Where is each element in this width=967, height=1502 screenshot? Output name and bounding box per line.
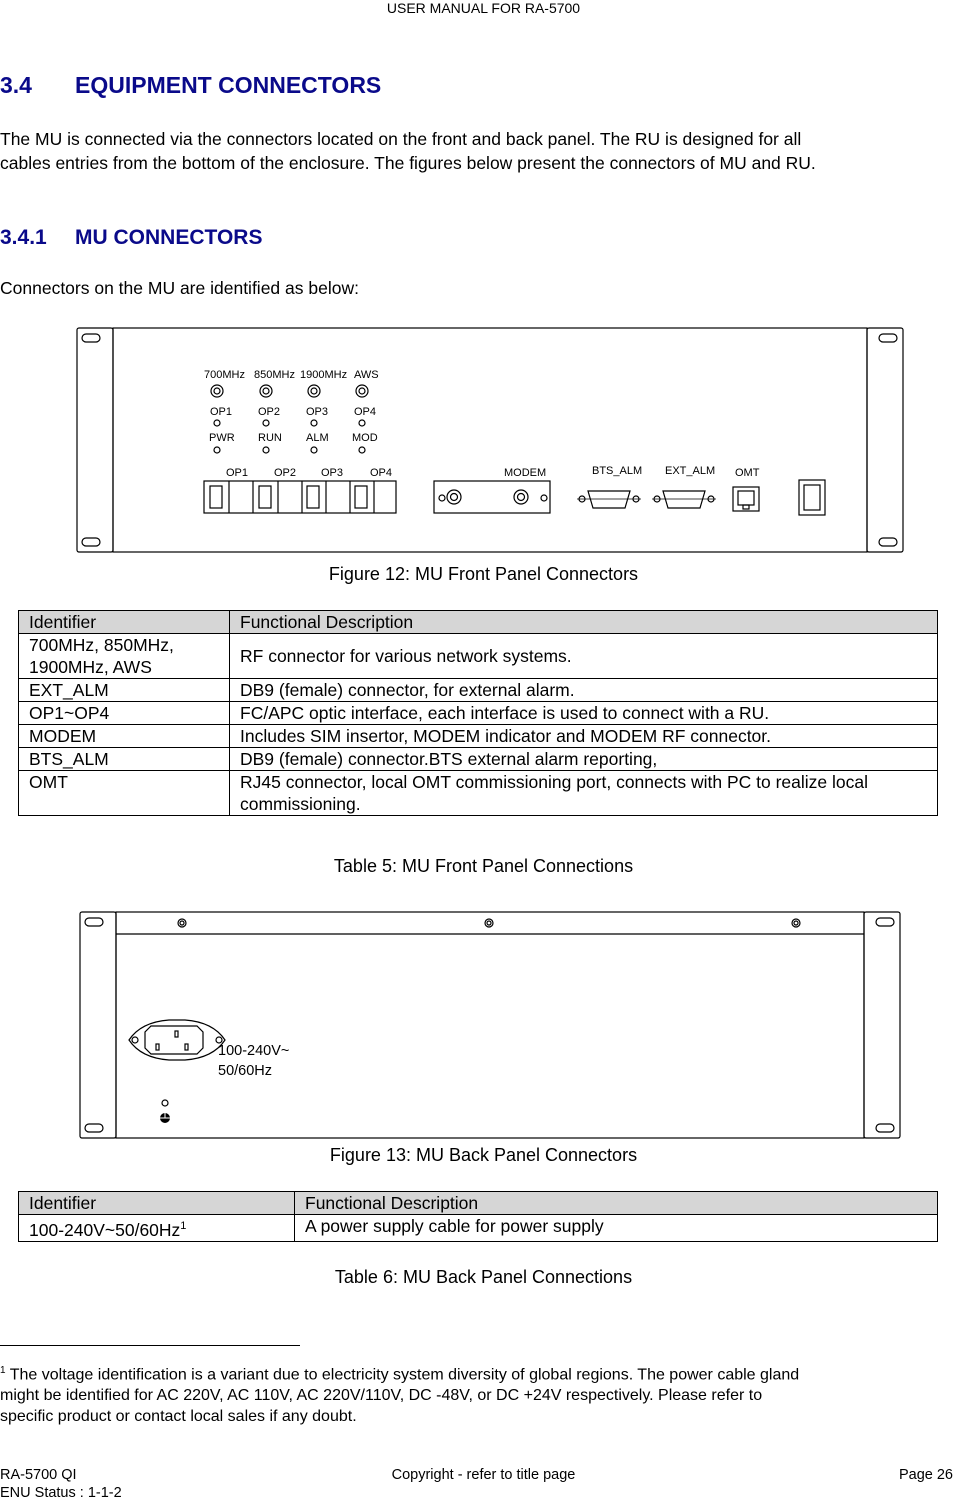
footnote-mark: 1 (0, 1365, 6, 1376)
table-row (19, 702, 938, 725)
right-rack-ear (864, 912, 900, 1138)
voltage-label: 100-240V~ (218, 1043, 290, 1059)
front-panel-diagram (76, 326, 906, 556)
led-label-op2: OP2 (258, 406, 281, 418)
table-row (19, 725, 938, 748)
port-label-op2: OP2 (274, 467, 297, 479)
left-rack-ear (80, 912, 116, 1138)
led-label-op3: OP3 (306, 406, 329, 418)
table-5 (18, 610, 938, 816)
port-label-op3: OP3 (321, 467, 344, 479)
sub-intro: Connectors on the MU are identified as below: (0, 278, 359, 298)
table-header-identifier: Identifier (19, 611, 230, 634)
table-header-row (19, 1192, 938, 1215)
footnote-line-1: $^1$ The voltage identification is a variant due to electricity system diversity of global regions. The power cable gland (0, 1365, 800, 1384)
footer-status: ENU Status : 1-1-2 (0, 1485, 122, 1501)
rf-connectors (211, 385, 368, 397)
table-cell-description: RJ45 connector, local OMT commissioning port, connects with PC to realize local commissioning. (230, 771, 938, 816)
table-cell-description: FC/APC optic interface, each interface is used to connect with a RU. (230, 702, 938, 725)
figure-13-caption: Figure 13: MU Back Panel Connectors (329, 1145, 638, 1165)
table-row (19, 634, 938, 679)
footnote-line-3: specific product or contact local sales if any doubt. (0, 1408, 357, 1426)
table-cell-identifier: EXT_ALM (19, 679, 230, 702)
footer-doc-id: RA-5700 QI (0, 1467, 77, 1483)
led-label-op1: OP1 (210, 406, 233, 418)
rf-label-1900: 1900MHz (300, 369, 348, 381)
table-cell-description: Includes SIM insertor, MODEM indicator and MODEM RF connector. (230, 725, 938, 748)
led-label-mod: MOD (352, 432, 378, 444)
omt-label: OMT (735, 467, 760, 479)
rf-label-700: 700MHz (204, 369, 245, 381)
led-label-run: RUN (258, 432, 282, 444)
table-cell-identifier: BTS_ALM (19, 748, 230, 771)
table-row (19, 771, 938, 816)
table-cell-description: DB9 (female) connector, for external alarm. (230, 679, 938, 702)
page-header: USER MANUAL FOR RA-5700 (386, 0, 581, 16)
right-rack-ear (867, 328, 903, 552)
table-header-identifier: Identifier (19, 1192, 295, 1215)
table-cell-identifier (19, 1215, 295, 1242)
section-number: 3.4 (0, 72, 32, 98)
port-label-op4: OP4 (370, 467, 393, 479)
footnote-reference: 1 (180, 1220, 187, 1232)
omt-connector (733, 487, 759, 511)
section-title: EQUIPMENT CONNECTORS (75, 72, 382, 98)
back-panel-body (116, 912, 864, 1138)
table-cell-identifier: 700MHz, 850MHz, 1900MHz, AWS (19, 634, 230, 679)
led-label-alm: ALM (306, 432, 329, 444)
table-header-description: Functional Description (295, 1192, 938, 1215)
footer-copyright: Copyright - refer to title page (391, 1467, 576, 1483)
bts-alm-label: BTS_ALM (592, 465, 643, 477)
led-label-pwr: PWR (209, 432, 235, 444)
footer-page-number: Page 26 (898, 1467, 953, 1483)
ext-alm-connector (652, 491, 716, 508)
table-cell-identifier: MODEM (19, 725, 230, 748)
table-header-description: Functional Description (230, 611, 938, 634)
intro-line-1: The MU is connected via the connectors located on the front and back panel. The RU is designed for all (0, 129, 802, 149)
table-row (19, 679, 938, 702)
footnote-line-2: might be identified for AC 220V, AC 110V, AC 220V/110V, DC -48V, or DC +24V respectively. Please refer to (0, 1387, 763, 1405)
table-cell-identifier: OP1~OP4 (19, 702, 230, 725)
back-panel-diagram (79, 910, 901, 1142)
footnote-divider (0, 1345, 300, 1346)
subsection-number: 3.4.1 (0, 226, 47, 249)
table-row (19, 1215, 938, 1242)
rf-label-aws: AWS (354, 369, 379, 381)
table-6-caption: Table 6: MU Back Panel Connections (334, 1267, 633, 1287)
ext-alm-label: EXT_ALM (665, 465, 716, 477)
power-switch (799, 480, 825, 515)
figure-12-caption: Figure 12: MU Front Panel Connectors (328, 564, 639, 584)
table-cell-description: A power supply cable for power supply (295, 1215, 938, 1242)
section-heading (0, 72, 381, 99)
modem-label: MODEM (504, 467, 547, 479)
led-label-op4: OP4 (354, 406, 377, 418)
power-inlet-connector (129, 1020, 225, 1060)
table-6 (18, 1191, 938, 1242)
table-cell-identifier: OMT (19, 771, 230, 816)
rf-label-850: 850MHz (254, 369, 295, 381)
table-header-row (19, 611, 938, 634)
identifier-text: 100-240V~50/60Hz (29, 1219, 181, 1240)
intro-paragraph (0, 127, 967, 175)
modem-block (434, 481, 550, 513)
footnote (0, 1360, 967, 1427)
table-cell-description: DB9 (female) connector.BTS external alarm reporting, (230, 748, 938, 771)
left-rack-ear (77, 328, 113, 552)
port-label-op1: OP1 (226, 467, 249, 479)
frequency-label: 50/60Hz (218, 1063, 273, 1079)
bts-alm-connector (577, 491, 641, 508)
table-row (19, 748, 938, 771)
intro-line-2: cables entries from the bottom of the enclosure. The figures below present the connectors of MU and RU. (0, 153, 816, 173)
subsection-heading (0, 226, 262, 250)
table-5-caption: Table 5: MU Front Panel Connections (333, 856, 634, 876)
subsection-title: MU CONNECTORS (75, 226, 263, 249)
table-cell-description: RF connector for various network systems. (230, 634, 938, 679)
